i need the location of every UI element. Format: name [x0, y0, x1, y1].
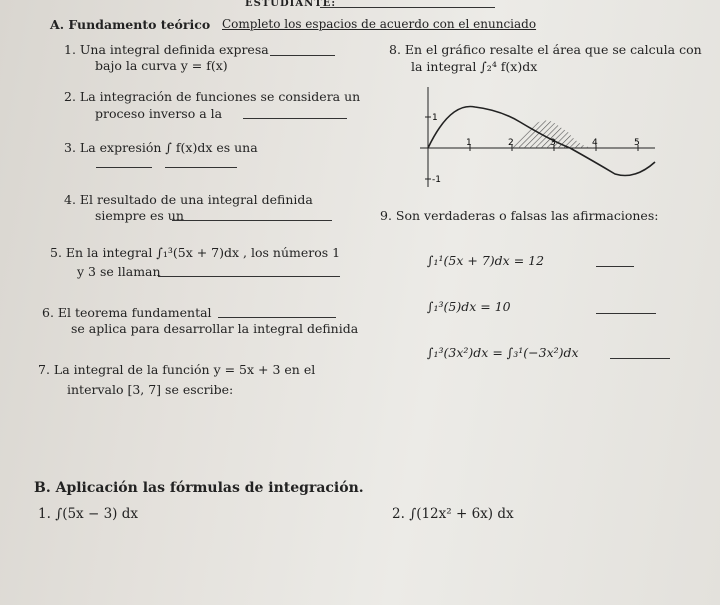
q1-line2: bajo la curva y = f(x)	[95, 58, 228, 73]
y-tick-neg1: -1	[432, 175, 441, 185]
q8-line2: la integral ∫₂⁴ f(x)dx	[411, 59, 538, 74]
student-name-line	[320, 7, 495, 8]
section-a-instruction: Completo los espacios de acuerdo con el enunciado	[222, 17, 537, 31]
q4-line1: 4. El resultado de una integral definida	[64, 192, 313, 207]
student-label: ESTUDIANTE:	[245, 0, 337, 9]
q1-blank[interactable]	[270, 55, 335, 56]
x-tick-4: 4	[592, 138, 598, 148]
q3-blank-2[interactable]	[165, 167, 237, 168]
section-b-problem-1: 1. ∫(5x − 3) dx	[38, 506, 138, 522]
section-a-title: A. Fundamento teórico	[50, 17, 211, 32]
x-tick-1: 1	[466, 138, 472, 148]
q2-line2: proceso inverso a la	[95, 106, 223, 121]
q6-line2: se aplica para desarrollar la integral definida	[71, 321, 359, 336]
q5-line1: 5. En la integral ∫₁³(5x + 7)dx , los números 1	[50, 245, 341, 260]
section-b-title: B. Aplicación las fórmulas de integración.	[34, 480, 364, 496]
q8-line1: 8. En el gráfico resalte el área que se calcula con	[389, 42, 702, 57]
section-b-problem-2: 2. ∫(12x² + 6x) dx	[392, 506, 514, 522]
q9-statement-3: ∫₁³(3x²)dx = ∫₃¹(−3x²)dx	[427, 345, 579, 360]
x-tick-5: 5	[634, 138, 640, 148]
q6-line1: 6. El teorema fundamental	[42, 305, 212, 320]
q7-line1: 7. La integral de la función y = 5x + 3 en el	[38, 362, 316, 377]
x-tick-3: 3	[550, 138, 556, 148]
q3-blank-1[interactable]	[96, 167, 152, 168]
y-tick-1: 1	[432, 113, 438, 123]
q9-answer-3[interactable]	[610, 358, 670, 359]
q2-blank[interactable]	[243, 118, 347, 119]
q4-blank[interactable]	[172, 220, 332, 221]
q7-line2: intervalo [3, 7] se escribe:	[67, 382, 234, 397]
x-tick-2: 2	[508, 138, 514, 148]
q5-blank[interactable]	[158, 276, 340, 277]
q4-line2: siempre es un	[95, 208, 184, 223]
q2-line1: 2. La integración de funciones se considera un	[64, 89, 361, 104]
q9-line1: 9. Son verdaderas o falsas las afirmaciones:	[380, 208, 659, 223]
q1-line1: 1. Una integral definida expresa	[64, 42, 269, 57]
q3-line1: 3. La expresión ∫ f(x)dx es una	[64, 140, 258, 155]
q9-answer-1[interactable]	[596, 266, 634, 267]
q9-statement-2: ∫₁³(5)dx = 10	[427, 299, 511, 314]
sine-graph[interactable]	[420, 82, 660, 192]
q5-line2: y 3 se llaman	[77, 264, 161, 279]
q6-blank[interactable]	[218, 317, 336, 318]
q9-statement-1: ∫₁¹(5x + 7)dx = 12	[427, 253, 545, 268]
q9-answer-2[interactable]	[596, 313, 656, 314]
